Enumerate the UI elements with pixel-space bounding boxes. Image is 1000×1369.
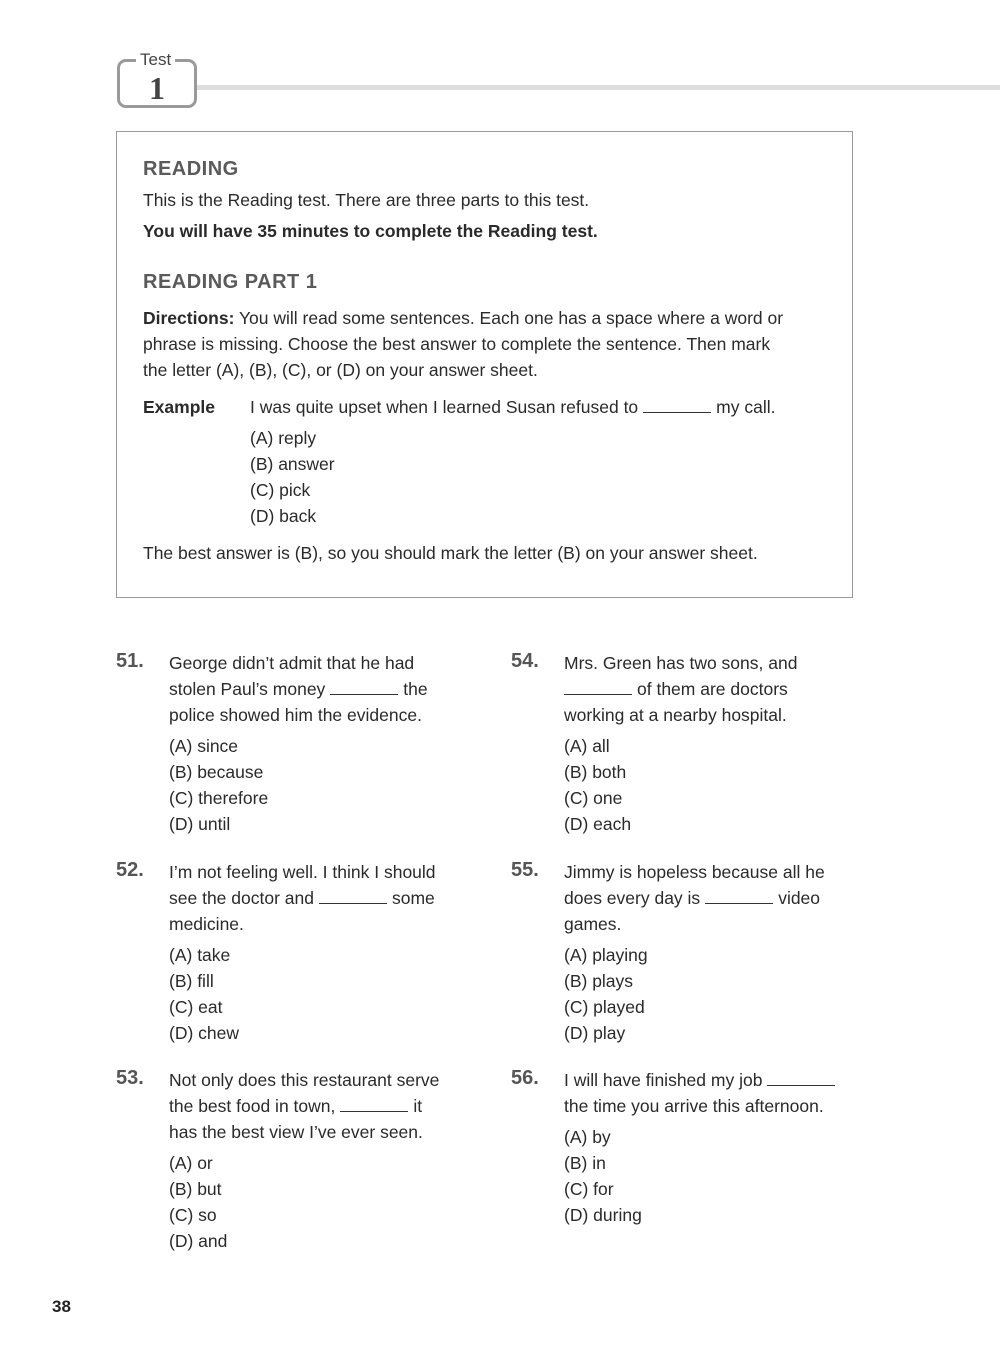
- answer-option: (D) and: [169, 1231, 228, 1251]
- header-rule: [197, 85, 1000, 90]
- question-text: I will have finished my job: [564, 1070, 763, 1090]
- example-label: Example: [143, 397, 215, 417]
- answer-option: (C) eat: [169, 997, 223, 1017]
- answer-option: (B) fill: [169, 971, 214, 991]
- question-text: stolen Paul’s money: [169, 679, 326, 699]
- question-line: Not only does this restaurant serve: [169, 1070, 440, 1090]
- answer-option: (A) since: [169, 736, 239, 756]
- answer-option: (A) by: [564, 1127, 611, 1147]
- answer-option: (B) both: [564, 762, 627, 782]
- question-text: some: [391, 888, 435, 908]
- question-number: 55.: [511, 859, 539, 881]
- directions-text: You will read some sentences. Each one has a space where a word or: [234, 308, 784, 328]
- question-number: 54.: [511, 650, 539, 672]
- answer-blank: [564, 676, 632, 695]
- answer-blank: [330, 676, 398, 695]
- example-option: (C) pick: [250, 480, 311, 500]
- answer-option: (B) plays: [564, 971, 634, 991]
- answer-option: (C) therefore: [169, 788, 269, 808]
- question-line: [169, 676, 469, 702]
- answer-option: (A) all: [564, 736, 610, 756]
- answer-option: (C) for: [564, 1179, 614, 1199]
- page-number: 38: [52, 1297, 71, 1316]
- question-line: [564, 676, 864, 702]
- intro-line-1: This is the Reading test. There are three parts to this test.: [143, 190, 590, 210]
- directions-line-3: the letter (A), (B), (C), or (D) on your answer sheet.: [143, 360, 538, 380]
- answer-option: (C) played: [564, 997, 645, 1017]
- test-number: 1: [149, 70, 165, 106]
- question-text: it: [413, 1096, 423, 1116]
- question-line: medicine.: [169, 914, 244, 934]
- answer-blank: [340, 1093, 408, 1112]
- answer-blank: [767, 1067, 835, 1086]
- answer-option: (C) one: [564, 788, 623, 808]
- intro-line-2: You will have 35 minutes to complete the Reading test.: [143, 221, 598, 241]
- question-number: 52.: [116, 859, 144, 881]
- question-number: 56.: [511, 1067, 539, 1089]
- answer-option: (D) chew: [169, 1023, 240, 1043]
- example-answer-note: The best answer is (B), so you should mark the letter (B) on your answer sheet.: [143, 543, 758, 563]
- answer-option: (C) so: [169, 1205, 217, 1225]
- question-text: video: [778, 888, 821, 908]
- answer-option: (B) in: [564, 1153, 606, 1173]
- answer-blank: [319, 885, 387, 904]
- question-line: Jimmy is hopeless because all he: [564, 862, 825, 882]
- answer-option: (D) each: [564, 814, 632, 834]
- directions-line-1: [143, 305, 783, 331]
- example-option: (B) answer: [250, 454, 335, 474]
- reading-heading: READING: [143, 158, 239, 180]
- answer-option: (A) playing: [564, 945, 648, 965]
- directions-label: Directions:: [143, 308, 235, 328]
- answer-option: (D) until: [169, 814, 231, 834]
- example-option: (A) reply: [250, 428, 317, 448]
- test-label: Test: [136, 50, 175, 70]
- example-sentence: [250, 394, 775, 420]
- part1-heading: READING PART 1: [143, 271, 318, 293]
- question-line: police showed him the evidence.: [169, 705, 422, 725]
- question-number: 53.: [116, 1067, 144, 1089]
- question-line: [169, 1093, 469, 1119]
- example-option: (D) back: [250, 506, 317, 526]
- answer-blank: [643, 394, 711, 413]
- question-line: has the best view I’ve ever seen.: [169, 1122, 423, 1142]
- question-line: Mrs. Green has two sons, and: [564, 653, 798, 673]
- question-text: of them are doctors: [637, 679, 788, 699]
- question-line: [169, 885, 469, 911]
- question-line: [564, 885, 864, 911]
- question-line: George didn’t admit that he had: [169, 653, 415, 673]
- question-text: the: [403, 679, 428, 699]
- answer-option: (A) take: [169, 945, 231, 965]
- question-line: games.: [564, 914, 622, 934]
- answer-option: (A) or: [169, 1153, 213, 1173]
- question-line: the time you arrive this afternoon.: [564, 1096, 824, 1116]
- answer-option: (D) play: [564, 1023, 626, 1043]
- question-text: see the doctor and: [169, 888, 314, 908]
- question-line: working at a nearby hospital.: [564, 705, 787, 725]
- directions-line-2: phrase is missing. Choose the best answer to complete the sentence. Then mark: [143, 334, 771, 354]
- question-text: does every day is: [564, 888, 701, 908]
- answer-option: (B) but: [169, 1179, 222, 1199]
- answer-option: (D) during: [564, 1205, 642, 1225]
- question-line: [564, 1067, 864, 1093]
- question-text: the best food in town,: [169, 1096, 336, 1116]
- question-number: 51.: [116, 650, 144, 672]
- question-line: I’m not feeling well. I think I should: [169, 862, 436, 882]
- answer-blank: [705, 885, 773, 904]
- example-sentence-start: I was quite upset when I learned Susan refused to: [250, 397, 639, 417]
- example-sentence-end: my call.: [716, 397, 776, 417]
- answer-option: (B) because: [169, 762, 264, 782]
